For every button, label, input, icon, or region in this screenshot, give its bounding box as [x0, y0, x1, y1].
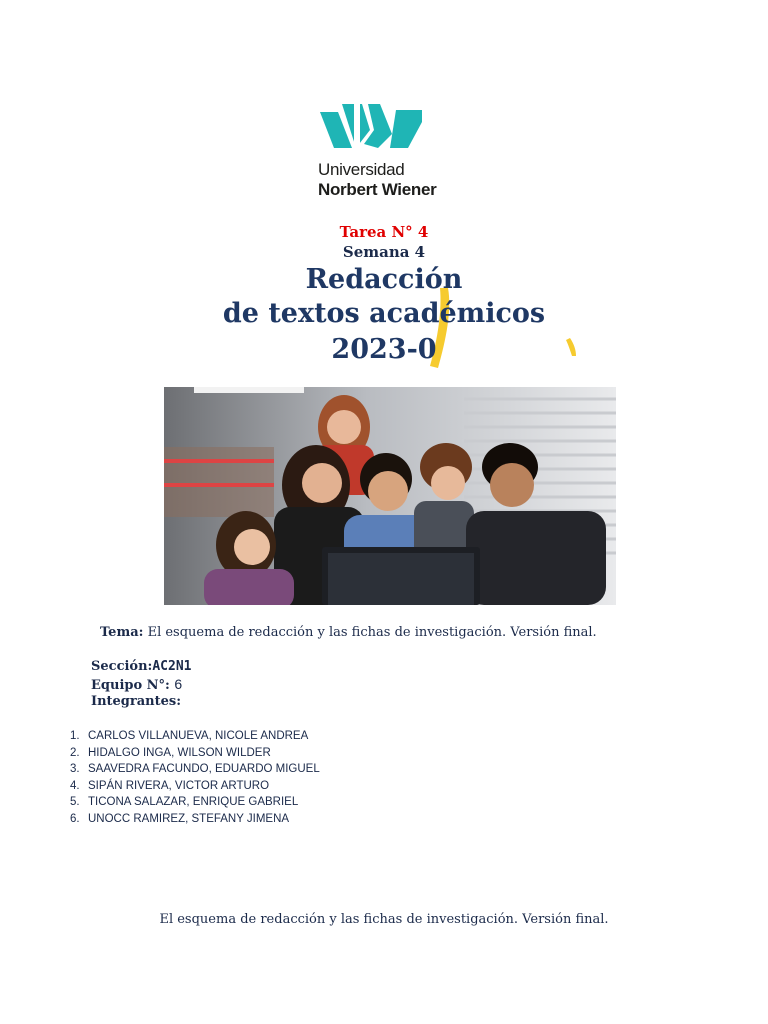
members-list — [70, 728, 320, 827]
logo-line-2: Norbert Wiener — [318, 180, 437, 199]
university-logo-icon — [318, 100, 428, 160]
photo-source-link[interactable] — [190, 596, 598, 606]
page-title-line-2: de textos académicos — [222, 298, 546, 329]
list-item: 2. HIDALGO INGA, WILSON WILDER — [70, 746, 271, 759]
equipo-label: Equipo N°: — [91, 678, 170, 693]
equipo-line — [91, 676, 182, 693]
list-item: 6. UNOCC RAMIREZ, STEFANY JIMENA — [70, 812, 290, 825]
list-item: 5. TICONA SALAZAR, ENRIQUE GABRIEL — [70, 796, 299, 808]
logo-line-1: Universidad — [318, 160, 405, 179]
tema-line — [100, 625, 597, 640]
equipo-value: 6 — [174, 676, 183, 692]
university-logo — [318, 100, 468, 212]
tema-label: Tema: — [100, 625, 144, 640]
page-title-line-3: 2023-0 — [331, 334, 437, 365]
integrantes-label: Integrantes: — [91, 694, 182, 709]
list-item: 4. SIPÁN RIVERA, VICTOR ARTURO — [70, 779, 270, 792]
footer-text: El esquema de redacción y las fichas de investigación. Versión final. — [159, 912, 609, 927]
list-item: 1. CARLOS VILLANUEVA, NICOLE ANDREA — [70, 730, 309, 742]
seccion-line — [91, 659, 192, 674]
page-title-line-1: Redacción — [305, 264, 463, 295]
students-photo-illustration — [164, 387, 616, 605]
semana-label: Semana 4 — [342, 243, 426, 261]
list-item: 3. SAAVEDRA FACUNDO, EDUARDO MIGUEL — [70, 763, 320, 775]
seccion-value: AC2N1 — [152, 659, 192, 674]
tema-value: El esquema de redacción y las fichas de investigación. Versión final. — [147, 625, 597, 640]
tarea-number: Tarea N° 4 — [339, 223, 429, 241]
students-photo — [164, 387, 616, 605]
seccion-label: Sección: — [91, 659, 153, 674]
